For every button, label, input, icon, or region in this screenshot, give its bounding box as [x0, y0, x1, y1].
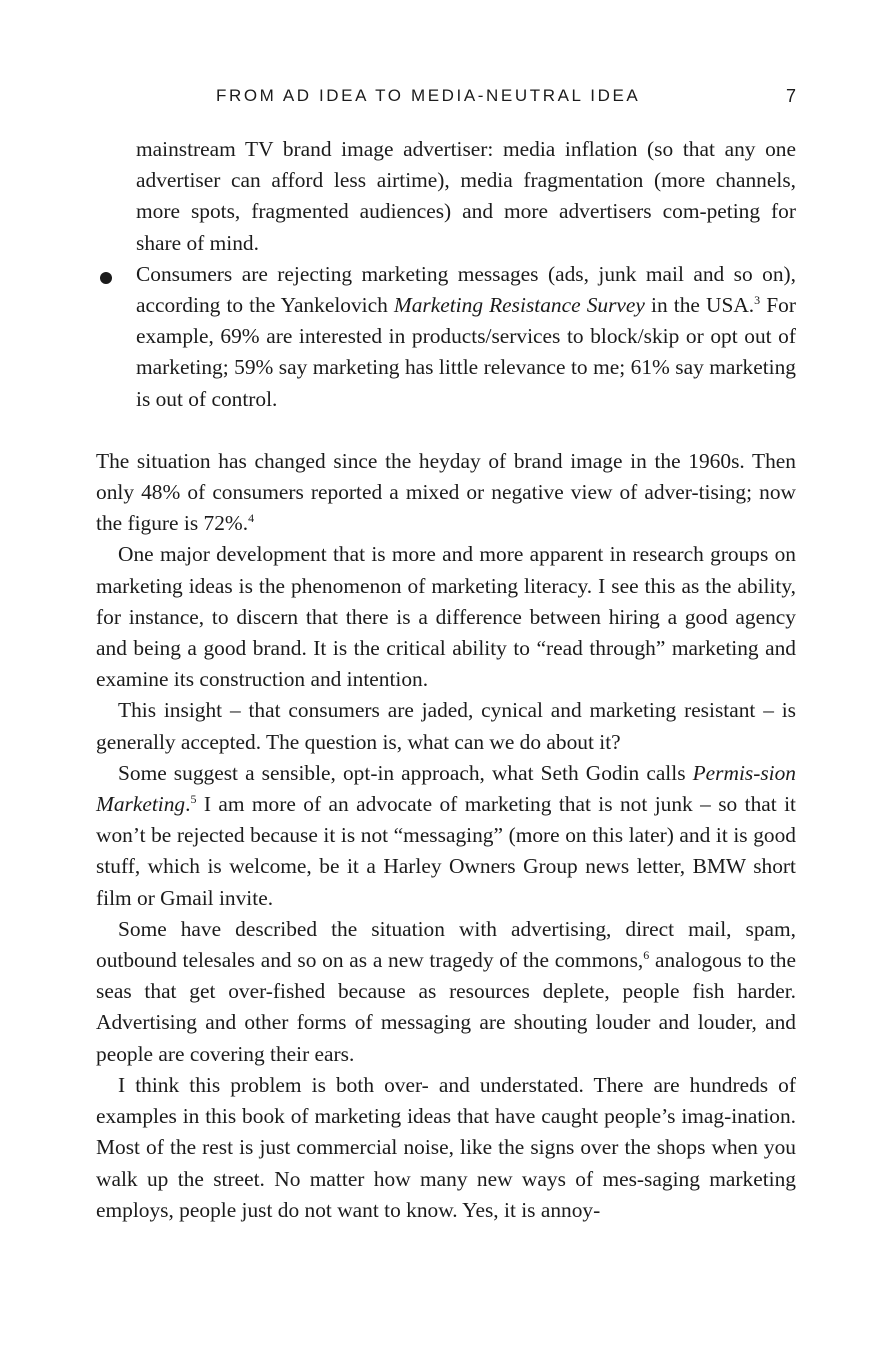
footnote-marker: 4: [248, 511, 255, 526]
paragraph-text: I think this problem is both over- and understated. There are hundreds of examples in this book of marketing ideas that have caught people’s imag-ination. Most of the rest is just commercial noise, like the signs over the shops when you walk up the street. No matter how many new ways of mes-saging marketing employs, people just do not want to know. Yes, it is annoy-: [96, 1072, 796, 1222]
book-title: Permis-sion Marketing: [96, 760, 796, 817]
bullet-text: mainstream TV brand image advertiser: media inflation (so that any one advertiser can afford less airtime), media fragmentation (more channels, more spots, fragmented audiences) and more advertisers com-peting for share of mind.: [136, 137, 796, 255]
page-number: 7: [785, 86, 796, 106]
paragraph-text: Some suggest a sensible, opt-in approach, what Seth Godin calls: [118, 760, 693, 785]
paragraph: [96, 539, 796, 695]
paragraph-text: Some have described the situation with advertising, direct mail, spam, outbound telesales and so on as a new tragedy of the commons,: [96, 916, 796, 973]
bullet-text: in the USA.: [644, 293, 755, 318]
paragraph-text: This insight – that consumers are jaded, cynical and marketing resistant – is generally accepted. The question is, what can we do about it?: [96, 698, 796, 754]
paragraph: [96, 446, 796, 540]
bullet-list: [96, 134, 796, 415]
paragraph-text: I am more of an advocate of marketing that is not junk – so that it won’t be rejected because it is not “messaging” (more on this later) and it is good stuff, which is welcome, be it a Harley Owners Group news letter, BMW short film or Gmail invite.: [96, 792, 796, 910]
survey-title: Marketing Resistance Survey: [393, 293, 645, 318]
paragraph: [96, 758, 796, 914]
paragraph: [96, 695, 796, 757]
bullet-dot-icon: [100, 272, 112, 284]
footnote-marker: 6: [643, 948, 650, 963]
running-head: [96, 84, 796, 108]
paragraph-text: .: [185, 792, 191, 817]
running-title: FROM AD IDEA TO MEDIA-NEUTRAL IDEA: [216, 86, 641, 105]
footnote-marker: 5: [190, 792, 197, 807]
footnote-marker: 3: [754, 293, 761, 308]
paragraph-text: The situation has changed since the heyday of brand image in the 1960s. Then only 48% of consumers reported a mixed or negative view of adver-tising; now the figure is 72%.: [96, 448, 796, 536]
bullet-item: [96, 259, 796, 415]
bullet-text: For example, 69% are interested in products/services to block/skip or opt out of marketing; 59% say marketing has little relevance to me; 61% say marketing is out of control.: [136, 293, 796, 411]
body-text: [96, 134, 796, 1226]
paragraph: [96, 914, 796, 1070]
bullet-text: Consumers are rejecting marketing messages (ads, junk mail and so on), according to the Yankelovich: [136, 261, 796, 318]
paragraph-text: analogous to the seas that get over-fished because as resources deplete, people fish harder. Advertising and other forms of messaging are shouting louder and louder, and people are covering their ears.: [96, 948, 796, 1066]
paragraph: [96, 1070, 796, 1226]
bullet-item-continued: [96, 134, 796, 259]
paragraph-text: One major development that is more and more apparent in research groups on marketing ideas is the phenomenon of marketing literacy. I see this as the ability, for instance, to discern that there is a difference between hiring a good agency and being a good brand. It is the critical ability to “read through” marketing and examine its construction and intention.: [96, 542, 796, 692]
